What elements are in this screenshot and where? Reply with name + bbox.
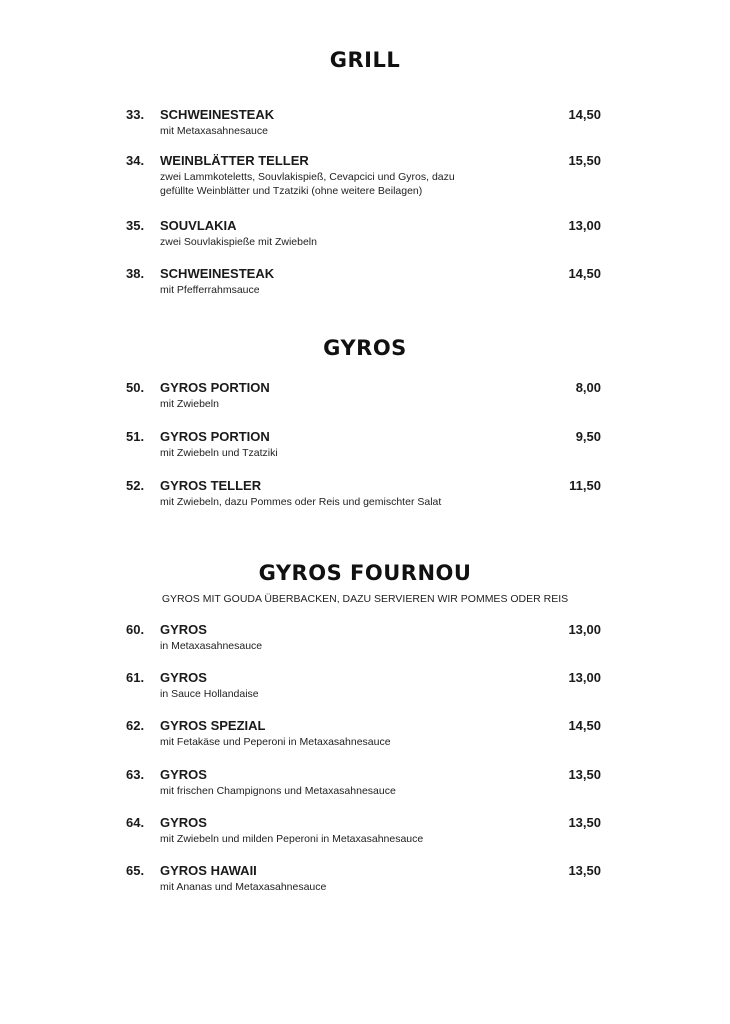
item-name: GYROS xyxy=(160,670,207,685)
item-description: zwei Souvlakispieße mit Zwiebeln xyxy=(160,236,317,248)
item-description: mit Fetakäse und Peperoni in Metaxasahnesauce xyxy=(160,736,391,748)
item-description: mit Zwiebeln, dazu Pommes oder Reis und gemischter Salat xyxy=(160,496,442,508)
menu-item xyxy=(0,380,730,411)
item-price: 13,00 xyxy=(568,622,601,637)
section-title-grill: GRILL xyxy=(329,48,401,72)
menu-item xyxy=(0,266,730,297)
section-title-gyros-fournou: GYROS FOURNOU xyxy=(258,561,472,585)
item-description: zwei Lammkoteletts, Souvlakispieß, Cevapcici und Gyros, dazu gefüllte Weinblätter und Tzatziki (ohne weitere Beilagen) xyxy=(160,171,455,197)
item-price: 8,00 xyxy=(575,380,601,395)
menu-item xyxy=(0,815,730,846)
item-price: 13,00 xyxy=(568,218,601,233)
item-price: 13,50 xyxy=(568,815,601,830)
item-price: 13,00 xyxy=(568,670,601,685)
menu-item xyxy=(0,622,730,653)
item-number: 51. xyxy=(126,429,145,444)
item-name: GYROS HAWAII xyxy=(160,863,257,878)
item-number: 60. xyxy=(126,622,145,637)
item-description: mit Ananas und Metaxasahnesauce xyxy=(160,881,327,893)
item-number: 62. xyxy=(126,718,145,733)
item-description: mit frischen Champignons und Metaxasahnesauce xyxy=(160,785,396,797)
item-number: 63. xyxy=(126,767,145,782)
menu-item xyxy=(0,863,730,894)
item-number: 50. xyxy=(126,380,145,395)
item-description: mit Zwiebeln und milden Peperoni in Metaxasahnesauce xyxy=(160,833,424,845)
item-name: GYROS xyxy=(160,815,207,830)
menu-item xyxy=(0,107,730,138)
menu-item xyxy=(0,767,730,798)
menu-item xyxy=(0,153,730,198)
item-name: GYROS SPEZIAL xyxy=(160,718,266,733)
item-name: GYROS PORTION xyxy=(160,380,270,395)
section-title-gyros: GYROS xyxy=(323,336,407,360)
item-price: 13,50 xyxy=(568,767,601,782)
item-number: 34. xyxy=(126,153,145,168)
item-number: 52. xyxy=(126,478,145,493)
section-subtitle: GYROS MIT GOUDA ÜBERBACKEN, DAZU SERVIEREN WIR POMMES ODER REIS xyxy=(161,593,569,605)
item-price: 15,50 xyxy=(568,153,601,168)
item-number: 33. xyxy=(126,107,145,122)
item-name: SOUVLAKIA xyxy=(160,218,237,233)
item-price: 9,50 xyxy=(575,429,601,444)
item-price: 14,50 xyxy=(568,718,601,733)
menu-item xyxy=(0,670,730,701)
menu-item xyxy=(0,218,730,249)
item-name: GYROS TELLER xyxy=(160,478,262,493)
item-number: 65. xyxy=(126,863,145,878)
menu-item xyxy=(0,478,730,509)
item-description: mit Zwiebeln und Tzatziki xyxy=(160,447,278,459)
item-name: GYROS xyxy=(160,622,207,637)
item-price: 11,50 xyxy=(569,478,601,493)
item-description: in Sauce Hollandaise xyxy=(160,688,259,700)
item-name: WEINBLÄTTER TELLER xyxy=(160,153,309,168)
item-number: 61. xyxy=(126,670,145,685)
menu-item xyxy=(0,429,730,460)
item-number: 64. xyxy=(126,815,145,830)
item-price: 14,50 xyxy=(568,107,601,122)
item-name: SCHWEINESTEAK xyxy=(160,266,275,281)
item-description: in Metaxasahnesauce xyxy=(160,640,263,652)
item-price: 14,50 xyxy=(568,266,601,281)
item-description: mit Zwiebeln xyxy=(160,398,219,410)
item-number: 38. xyxy=(126,266,145,281)
item-name: GYROS xyxy=(160,767,207,782)
item-price: 13,50 xyxy=(568,863,601,878)
item-number: 35. xyxy=(126,218,145,233)
item-name: SCHWEINESTEAK xyxy=(160,107,275,122)
item-description: mit Metaxasahnesauce xyxy=(160,125,268,137)
item-name: GYROS PORTION xyxy=(160,429,270,444)
menu-item xyxy=(0,718,730,749)
item-description: mit Pfefferrahmsauce xyxy=(160,284,260,296)
